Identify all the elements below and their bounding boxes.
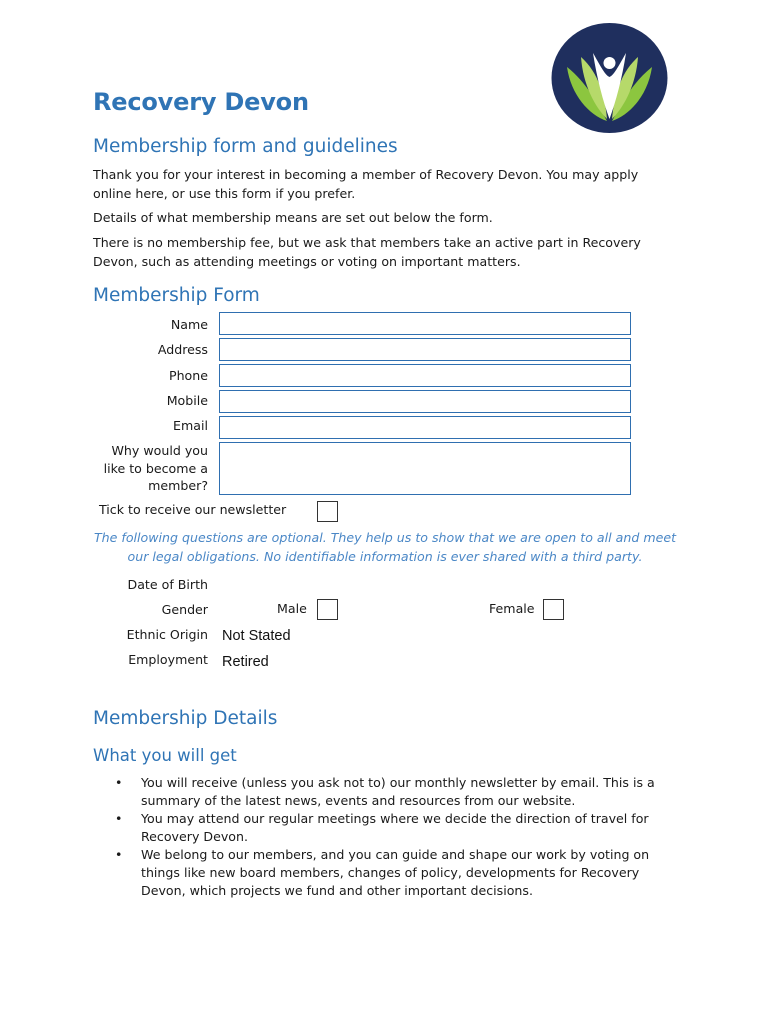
gender-male-checkbox[interactable] xyxy=(317,599,338,620)
employment-label: Employment xyxy=(128,652,208,667)
logo-figure-head xyxy=(604,57,616,69)
mobile-label: Mobile xyxy=(166,393,208,408)
newsletter-label: Tick to receive our newsletter xyxy=(99,502,287,517)
intro-paragraph-3: There is no membership fee, but we ask that members take an active part in Recovery Devon, such as attending meetings or voting on important matters. xyxy=(93,235,641,269)
newsletter-checkbox[interactable] xyxy=(317,501,338,522)
gender-label: Gender xyxy=(161,602,208,617)
page-title: Recovery Devon xyxy=(93,88,309,116)
mobile-field[interactable] xyxy=(219,390,631,413)
benefit-item xyxy=(93,846,663,900)
benefit-text: We belong to our members, and you can guide and shape our work by voting on things like new board members, changes of policy, developments for Recovery Devon, which projects we fund and other important decisions. xyxy=(141,847,650,898)
name-field[interactable] xyxy=(219,312,631,335)
benefits-list xyxy=(93,774,663,900)
intro-heading: Membership form and guidelines xyxy=(93,136,398,157)
email-label: Email xyxy=(173,418,208,433)
benefit-item xyxy=(93,774,663,810)
recovery-devon-logo xyxy=(551,23,668,133)
benefit-item xyxy=(93,810,663,846)
phone-field[interactable] xyxy=(219,364,631,387)
optional-note: The following questions are optional. They help us to show that we are open to all and meet our legal obligations. No identifiable information is ever shared with a third party. xyxy=(93,530,677,564)
address-label: Address xyxy=(157,342,208,357)
gender-female-checkbox[interactable] xyxy=(543,599,564,620)
gender-female-label: Female xyxy=(489,601,535,616)
intro-paragraph-2: Details of what membership means are set out below the form. xyxy=(93,210,493,225)
form-heading: Membership Form xyxy=(93,285,260,306)
why-member-label: Why would you like to become a member? xyxy=(103,443,208,493)
why-member-field[interactable] xyxy=(219,442,631,495)
ethnic-origin-label: Ethnic Origin xyxy=(126,627,208,642)
employment-value[interactable]: Retired xyxy=(222,654,269,670)
benefit-text: You will receive (unless you ask not to) our monthly newsletter by email. This is a summary of the latest news, events and resources from our website. xyxy=(141,775,655,808)
benefit-text: You may attend our regular meetings where we decide the direction of travel for Recovery Devon. xyxy=(141,811,649,844)
address-field[interactable] xyxy=(219,338,631,361)
email-field[interactable] xyxy=(219,416,631,439)
details-subheading: What you will get xyxy=(93,746,237,765)
intro-paragraph-1: Thank you for your interest in becoming a member of Recovery Devon. You may apply online here, or use this form if you prefer. xyxy=(93,167,639,201)
dob-label: Date of Birth xyxy=(127,577,208,592)
bullet-icon: • xyxy=(115,847,123,862)
gender-male-label: Male xyxy=(277,601,307,616)
details-heading: Membership Details xyxy=(93,708,278,729)
name-label: Name xyxy=(170,317,208,332)
bullet-icon: • xyxy=(115,775,123,790)
bullet-icon: • xyxy=(115,811,123,826)
phone-label: Phone xyxy=(168,368,208,383)
ethnic-origin-value[interactable]: Not Stated xyxy=(222,628,291,644)
